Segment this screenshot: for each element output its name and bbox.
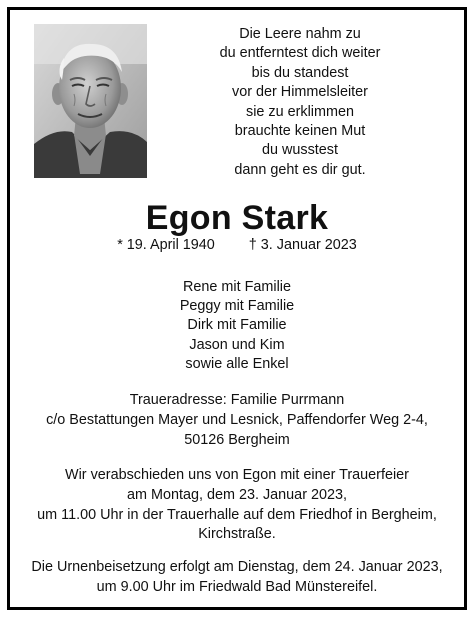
- service-line: am Montag, dem 23. Januar 2023,: [127, 486, 347, 503]
- address-line: 50126 Bergheim: [184, 431, 290, 448]
- poem-line: vor der Himmelsleiter: [232, 84, 368, 101]
- portrait-image: [34, 24, 147, 178]
- address-line: Traueradresse: Familie Purrmann: [129, 392, 345, 408]
- deceased-name: Egon Stark: [145, 199, 329, 237]
- mourning-address: [10, 391, 464, 450]
- obituary-card: [7, 7, 467, 610]
- address-line: c/o Bestattungen Mayer und Lesnick, Paffendorfer Weg 2-4,: [46, 411, 428, 428]
- birth-date: * 19. April 1940: [117, 237, 215, 253]
- mourner-item: Dirk mit Familie: [187, 317, 287, 334]
- mourner-item: sowie alle Enkel: [185, 355, 289, 372]
- funeral-service-info: [10, 466, 464, 545]
- death-date: † 3. Januar 2023: [248, 237, 357, 253]
- mourner-item: Jason und Kim: [189, 336, 285, 353]
- urn-line: Die Urnenbeisetzung erfolgt am Dienstag, dem 24. Januar 2023,: [31, 559, 443, 575]
- poem-line: sie zu erklimmen: [246, 103, 354, 120]
- poem-line: dann geht es dir gut.: [234, 161, 366, 178]
- poem-line: bis du standest: [251, 64, 349, 81]
- portrait-photo: [34, 24, 147, 178]
- life-dates: [10, 236, 464, 254]
- mourner-item: Peggy mit Familie: [179, 298, 295, 315]
- urn-line: um 9.00 Uhr im Friedwald Bad Münstereifel.: [96, 578, 378, 595]
- poem-line: du wusstest: [262, 142, 338, 159]
- poem-line: du entferntest dich weiter: [219, 45, 381, 62]
- service-line: Kirchstraße.: [198, 526, 276, 543]
- poem: [190, 25, 410, 180]
- service-line: Wir verabschieden uns von Egon mit einer Trauerfeier: [65, 467, 409, 483]
- mourner-item: Rene mit Familie: [183, 279, 291, 295]
- poem-line: brauchte keinen Mut: [234, 123, 366, 140]
- service-line: um 11.00 Uhr in der Trauerhalle auf dem Friedhof in Bergheim,: [37, 506, 437, 523]
- mourners-list: [10, 278, 464, 374]
- urn-burial-info: [10, 558, 464, 598]
- poem-line: Die Leere nahm zu: [239, 26, 361, 42]
